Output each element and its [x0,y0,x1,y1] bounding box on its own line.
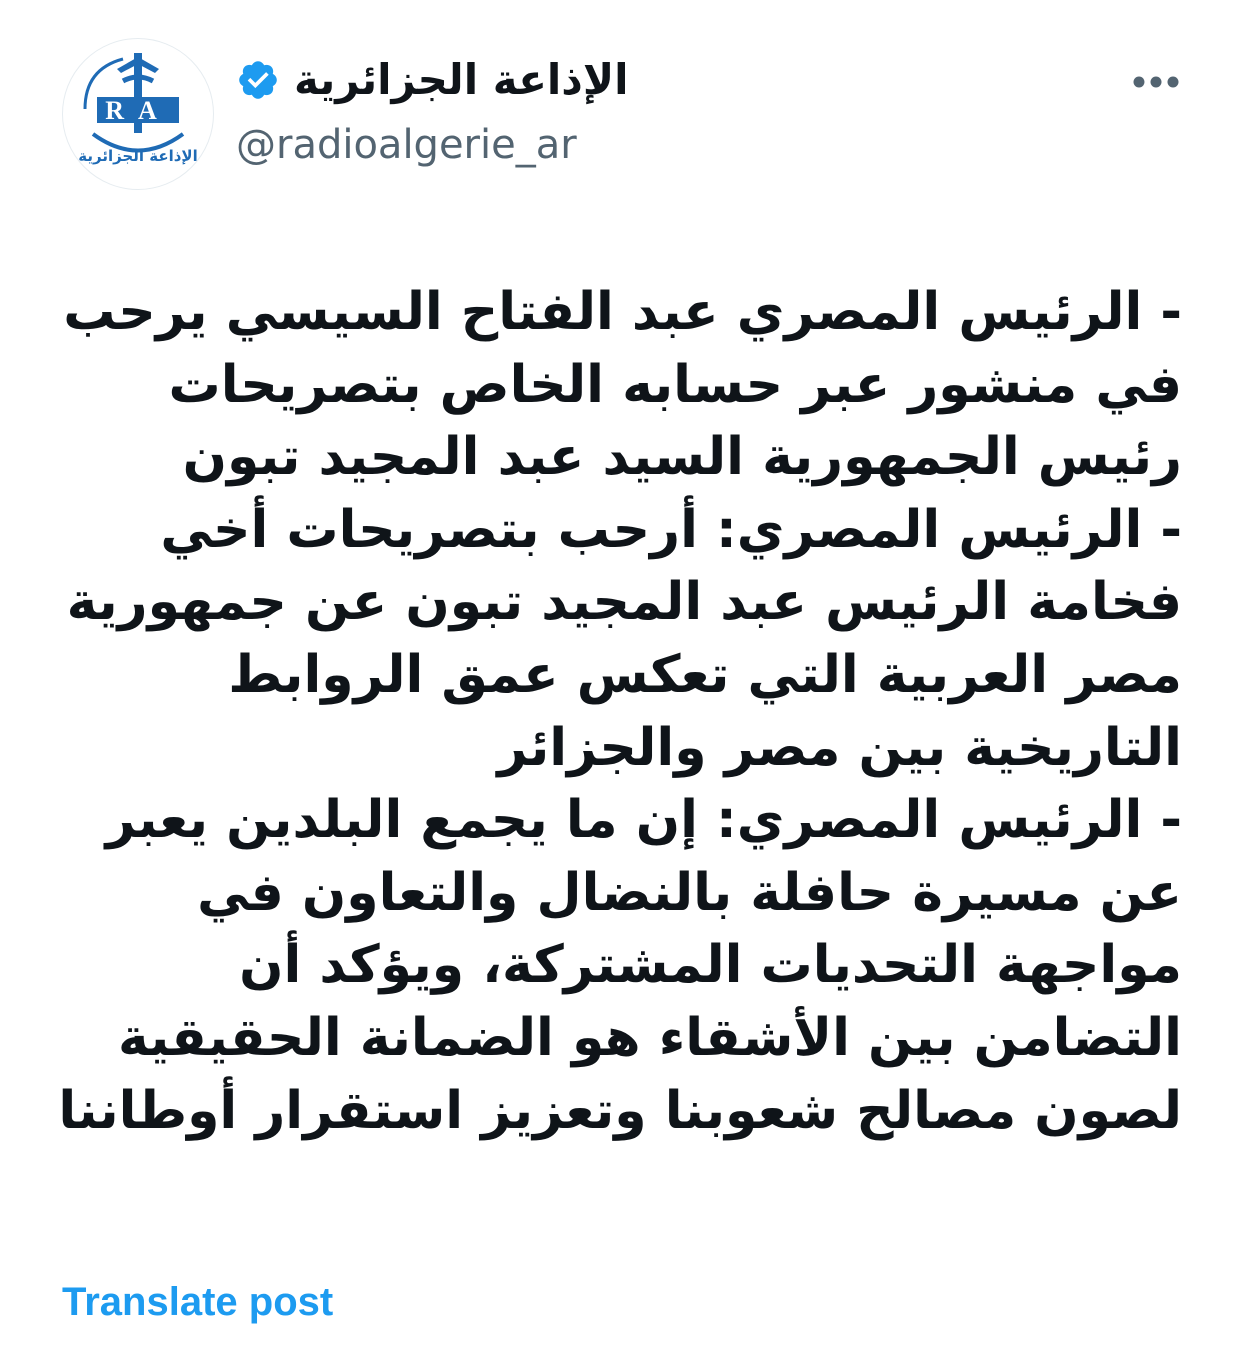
post-line: - الرئيس المصري: إن ما يجمع البلدين يعبر [105,790,1182,851]
more-horizontal-icon [1132,75,1180,89]
post-line: التاريخية بين مصر والجزائر [497,717,1182,778]
avatar-monogram: RA [105,96,171,125]
post-line: التضامن بين الأشقاء هو الضمانة الحقيقية [118,1007,1182,1068]
radio-algerie-logo-icon [63,39,213,189]
translate-post-link[interactable]: Translate post [62,1280,334,1324]
post-line: رئيس الجمهورية السيد عبد المجيد تبون [182,427,1182,488]
more-options-button[interactable] [1124,60,1188,104]
display-name-row[interactable] [236,50,629,110]
post-line: لصون مصالح شعوبنا وتعزيز استقرار أوطاننا [58,1080,1182,1141]
display-name[interactable]: الإذاعة الجزائرية [294,55,629,104]
post-line: - الرئيس المصري: أرحب بتصريحات أخي [160,499,1182,560]
post-line: مصر العربية التي تعكس عمق الروابط [228,644,1182,705]
verified-badge-icon [236,58,280,102]
post-line: فخامة الرئيس عبد المجيد تبون عن جمهورية [66,572,1182,633]
avatar[interactable] [62,38,214,190]
user-handle[interactable]: @radioalgerie_ar [236,122,577,168]
avatar-arabic-text: الإذاعة الجزائرية [78,147,198,165]
post-line: في منشور عبر حسابه الخاص بتصريحات [168,354,1182,415]
post-line: - الرئيس المصري عبد الفتاح السيسي يرحب [63,282,1182,342]
post-text [40,276,1182,1147]
post-line: عن مسيرة حافلة بالنضال والتعاون في [197,862,1182,923]
post-line: مواجهة التحديات المشتركة، ويؤكد أن [239,935,1182,996]
